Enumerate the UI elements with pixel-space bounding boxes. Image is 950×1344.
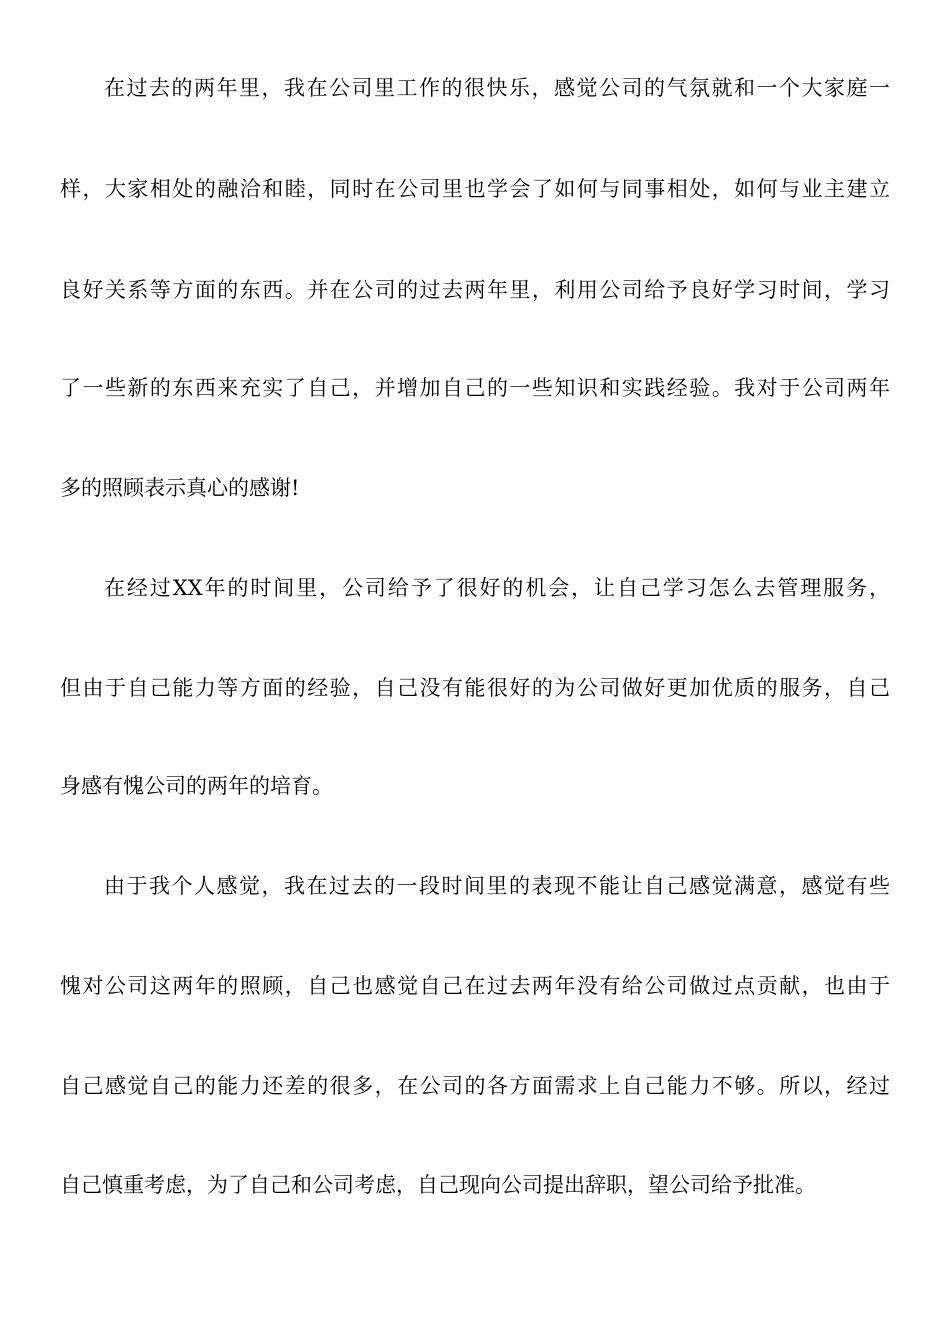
text-line: 但由于自己能力等方面的经验，自己没有能很好的为公司做好更加优质的服务，自己 [60,676,890,700]
text-line: 多的照顾表示真心的感谢! [60,476,300,500]
text-line: 在过去的两年里，我在公司里工作的很快乐，感觉公司的气氛就和一个大家庭一 [104,76,890,100]
text-line: 由于我个人感觉，我在过去的一段时间里的表现不能让自己感觉满意，感觉有些 [104,874,890,898]
text-line: 身感有愧公司的两年的培育。 [60,774,333,798]
text-line: 在经过XX年的时间里，公司给予了很好的机会，让自己学习怎么去管理服务， [104,576,890,600]
text-line: 了一些新的东西来充实了自己，并增加自己的一些知识和实践经验。我对于公司两年 [60,376,890,400]
text-line: 良好关系等方面的东西。并在公司的过去两年里，利用公司给予良好学习时间，学习 [60,278,890,302]
text-line: 自己慎重考虑，为了自己和公司考虑，自己现向公司提出辞职，望公司给予批准。 [60,1173,816,1197]
text-line: 自己感觉自己的能力还差的很多，在公司的各方面需求上自己能力不够。所以，经过 [60,1074,890,1098]
text-line: 样，大家相处的融洽和睦，同时在公司里也学会了如何与同事相处，如何与业主建立 [60,177,890,201]
text-line: 愧对公司这两年的照顾，自己也感觉自己在过去两年没有给公司做过点贡献，也由于 [60,974,890,998]
